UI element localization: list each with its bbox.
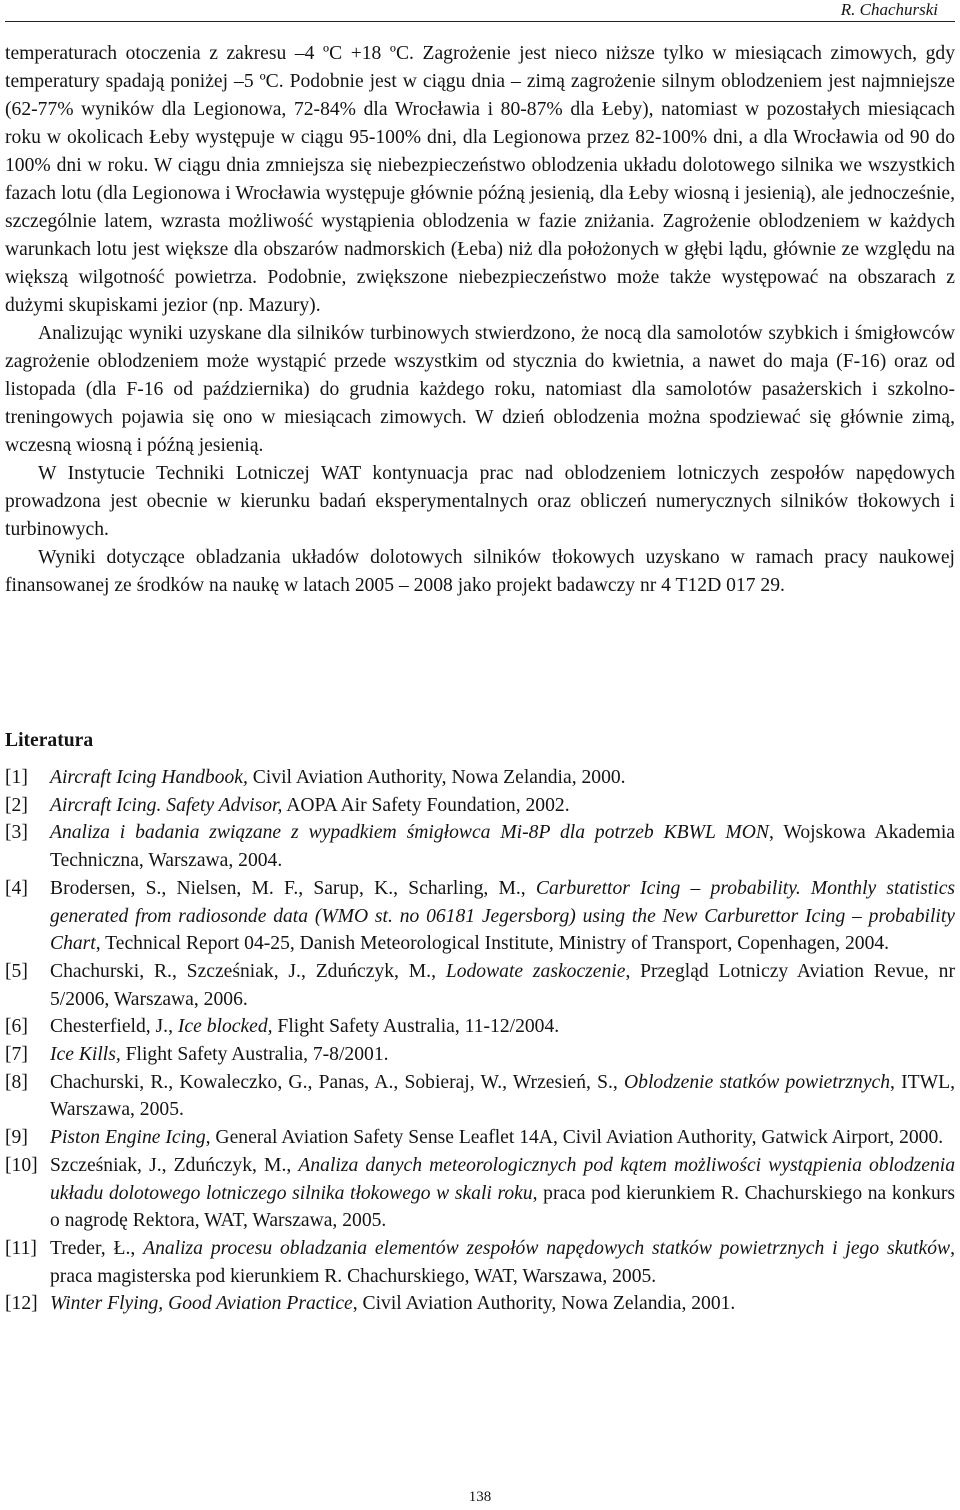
literature-heading: Literatura [5, 730, 94, 751]
reference-title: Piston Engine Icing, [50, 1127, 211, 1149]
reference-item [5, 1124, 955, 1152]
reference-title: Ice Kills, [50, 1044, 121, 1066]
reference-title: Aircraft Icing Handbook, [50, 767, 248, 788]
reference-title: Ice blocked, [177, 1016, 273, 1038]
reference-source: , Civil Aviation Authority, Nowa Zelandia, 2001. [352, 1293, 736, 1315]
body-text [5, 40, 955, 600]
reference-authors: Szcześniak, J., Zduńczyk, M., [50, 1154, 299, 1176]
reference-item [5, 819, 955, 874]
reference-source: Civil Aviation Authority, Nowa Zelandia, 2000. [247, 767, 626, 788]
reference-authors: Brodersen, S., Nielsen, M. F., Sarup, K., Scharling, M., [50, 877, 536, 899]
page-header [0, 0, 960, 27]
reference-item [5, 764, 955, 792]
reference-source: Flight Safety Australia, 7-8/2001. [120, 1044, 389, 1066]
reference-title: Aircraft Icing. Safety Advisor, [50, 794, 283, 816]
reference-source: , Wojskowa Akademia Techniczna, Warszawa, 2004. [50, 822, 956, 872]
reference-source: , ITWL, Warszawa, 2005. [50, 1071, 956, 1121]
reference-number: [7] [5, 1044, 28, 1066]
reference-title: Oblodzenie statków powietrznych [624, 1071, 891, 1093]
reference-source: , praca magisterska pod kierunkiem R. Chachurskiego, WAT, Warszawa, 2005. [50, 1237, 956, 1287]
paragraph-institute-research: W Instytucie Techniki Lotniczej WAT kontynuacja prac nad oblodzeniem lotniczych zespołów napędowych prowadzona jest obecnie w kierunku badań eksperymentalnych oraz obliczeń numerycznych silników tłokowych i turbinowych. [5, 463, 955, 540]
reference-item [5, 958, 955, 1013]
reference-number: [8] [5, 1071, 28, 1093]
reference-number: [3] [5, 822, 28, 844]
reference-number: [9] [5, 1127, 28, 1149]
reference-title: Carburettor Icing – probability. Monthly statistics generated from radiosonde data (WMO st. no 06181 Jegersborg) using the New Carburettor Icing – probability Chart [50, 877, 956, 955]
reference-source: , praca pod kierunkiem R. Chachurskiego na konkurs o nagrodę Rektora, WAT, Warszawa, 2005. [50, 1182, 955, 1232]
reference-number: [6] [5, 1016, 28, 1038]
reference-number: [11] [5, 1237, 37, 1259]
reference-number: [1] [5, 767, 28, 788]
reference-item [5, 1041, 955, 1069]
references-list [5, 764, 955, 1318]
reference-number: [5] [5, 960, 28, 982]
reference-authors: Chesterfield, J., [50, 1016, 178, 1038]
paragraph-funding: Wyniki dotyczące obladzania układów dolotowych silników tłokowych uzyskano w ramach pracy naukowej finansowanej ze środków na naukę w latach 2005 – 2008 jako projekt badawczy nr 4 T12D 017 29. [5, 547, 955, 596]
reference-authors: Treder, Ł., [50, 1237, 144, 1259]
running-header-author: R. Chachurski [840, 0, 938, 19]
reference-item [5, 1152, 955, 1235]
page-number: 138 [468, 1489, 492, 1505]
paragraph-continued: temperaturach otoczenia z zakresu –4 ºC +18 ºC. Zagrożenie jest nieco niższe tylko w miesiącach zimowych, gdy temperatury spadają poniżej –5 ºC. Podobnie jest w ciągu dnia – zimą zagrożenie silnym oblodzeniem jest najmniejsze (62-77% wyników dla Legionowa, 72-84% dla Wrocławia i 80-87% dla Łeby), natomiast w pozostałych miesiącach roku w okolicach Łeby występuje w ciągu 95-100% dni, dla Legionowa przez 82-100% dni, a dla Wrocławia od 90 do 100% dni w roku. W ciągu dnia zmniejsza się niebezpieczeństwo oblodzenia układu dolotowego silnika we wszystkich fazach lotu (dla Legionowa i Wrocławia występuje głównie późną jesienią, dla Łeby wiosną i jesienią), ale jednocześnie, szczególnie latem, wzrasta możliwość wystąpienia oblodzenia w fazie zniżania. Zagrożenie oblodzeniem w każdych warunkach lotu jest większe dla obszarów nadmorskich (Łeba) niż dla położonych w głębi lądu, głównie ze względu na większą wilgotność powietrza. Podobnie, zwiększone niebezpieczeństwo może także występować na obszarach z dużymi skupiskami jezior (np. Mazury). [5, 43, 955, 316]
reference-source: Flight Safety Australia, 11-12/2004. [272, 1016, 560, 1038]
reference-source: AOPA Air Safety Foundation, 2002. [282, 794, 570, 816]
reference-number: [12] [5, 1293, 38, 1315]
reference-item [5, 792, 955, 820]
reference-source: General Aviation Safety Sense Leaflet 14A, Civil Aviation Authority, Gatwick Airport, 2000. [210, 1127, 944, 1149]
reference-item [5, 875, 955, 958]
reference-authors: Chachurski, R., Kowaleczko, G., Panas, A., Sobieraj, W., Wrzesień, S., [50, 1071, 625, 1093]
reference-title: Analiza i badania związane z wypadkiem śmigłowca Mi-8P dla potrzeb KBWL MON [50, 822, 769, 844]
reference-title: Winter Flying, Good Aviation Practice [50, 1293, 353, 1315]
reference-item [5, 1235, 955, 1290]
reference-title: Analiza danych meteorologicznych pod kątem możliwości wystąpienia oblodzenia układu dolotowego lotniczego silnika tłokowego w skali roku [50, 1154, 955, 1204]
reference-number: [10] [5, 1154, 38, 1176]
reference-source: , Technical Report 04-25, Danish Meteorological Institute, Ministry of Transport, Copenhagen, 2004. [95, 933, 890, 955]
reference-number: [2] [5, 794, 28, 816]
reference-item [5, 1290, 955, 1318]
header-rule [5, 21, 955, 22]
reference-title: Analiza procesu obladzania elementów zespołów napędowych statków powietrznych i jego skutków [143, 1237, 951, 1259]
reference-source: , Przegląd Lotniczy Aviation Revue, nr 5/2006, Warszawa, 2006. [50, 960, 955, 1010]
reference-number: [4] [5, 877, 28, 899]
reference-item [5, 1013, 955, 1041]
reference-authors: Chachurski, R., Szcześniak, J., Zduńczyk, M., [50, 960, 446, 982]
paragraph-turbine-engines: Analizując wyniki uzyskane dla silników turbinowych stwierdzono, że nocą dla samolotów szybkich i śmigłowców zagrożenie oblodzeniem może wystąpić przede wszystkim od stycznia do kwietnia, a nawet do maja (F-16) oraz od listopada (dla F-16 od października) do grudnia każdego roku, natomiast dla samolotów pasażerskich i szkolno-treningowych pojawia się ono w miesiącach zimowych. W dzień oblodzenia można spodziewać się głównie zimą, wczesną wiosną i późną jesienią. [5, 323, 955, 456]
reference-item [5, 1069, 955, 1124]
reference-title: Lodowate zaskoczenie [445, 960, 626, 982]
